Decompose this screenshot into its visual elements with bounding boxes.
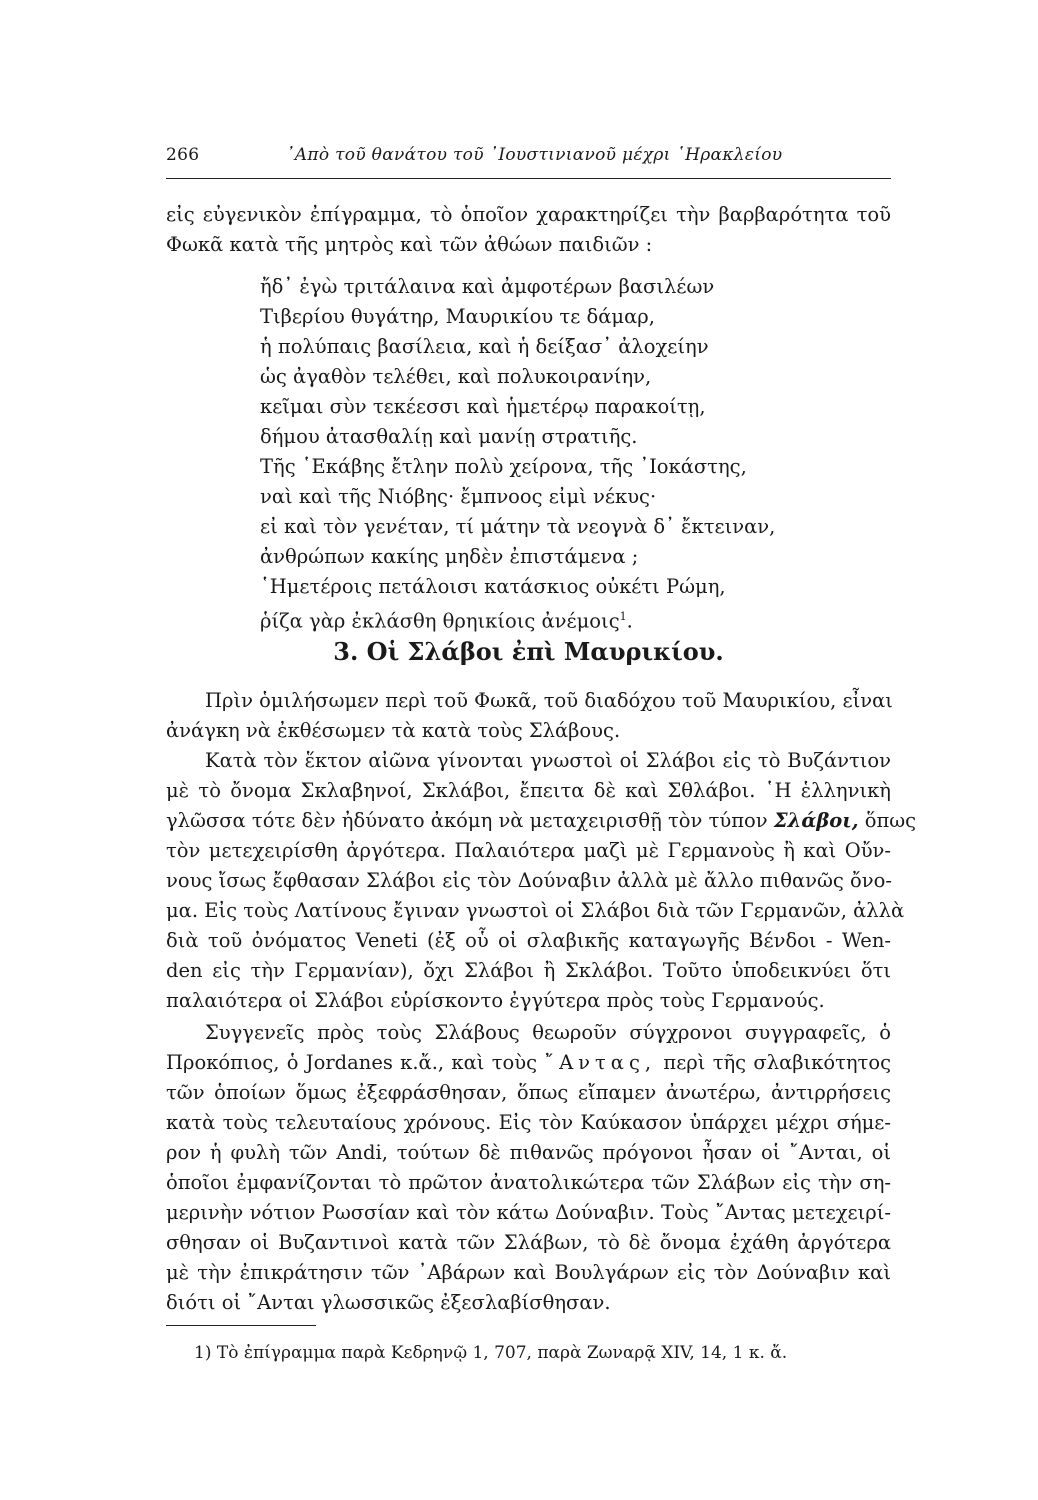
para2-text: γλῶσσα τότε δὲν ἠδύνατο ἀκόμη νὰ μεταχειρισθῇ τὸν τύπον — [166, 809, 768, 832]
header-rule — [166, 178, 891, 179]
para-line: τὸν μετεχειρίσθη ἀργότερα. Παλαιότερα μαζὶ μὲ Γερμανοὺς ἢ καὶ Οὔν- — [166, 839, 891, 862]
section-heading: 3. Οἱ Σλάβοι ἐπὶ Μαυρικίου. — [333, 637, 724, 666]
para-line — [205, 686, 891, 716]
footnote: 1) Τὸ ἐπίγραμμα παρὰ Κεδρηνῷ 1, 707, παρὰ Ζωναρᾷ XIV, 14, 1 κ. ἄ. — [194, 1343, 788, 1363]
poem-line: ῥίζα γὰρ ἐκλάσθη θρηικίοις ἀνέμοις — [260, 609, 620, 633]
poem-line-last: ῥίζα γὰρ ἐκλάσθη θρηικίοις ἀνέμοις$^1$. — [260, 609, 633, 633]
para-line: ρον ἡ φυλὴ τῶν Andi, τούτων δὲ πιθανῶς πρόγονοι ἦσαν οἱ ῎Ανται, οἱ — [166, 1141, 891, 1164]
poem-line: ὡς ἀγαθὸν τελέθει, καὶ πολυκοιρανίην, — [260, 365, 652, 388]
para-line — [205, 1018, 891, 1048]
para-line: νους ἴσως ἔφθασαν Σλάβοι εἰς τὸν Δούναβιν ἀλλὰ μὲ ἄλλο πιθανῶς ὄνο- — [166, 869, 892, 892]
poem-line: ἀνθρώπων κακίης μηδὲν ἐπιστάμενα ; — [260, 545, 639, 568]
poem-line: δήμου ἀτασθαλίῃ καὶ μανίῃ στρατιῆς. — [260, 425, 638, 448]
footnote-rule — [166, 1325, 316, 1326]
poem-line: κεῖμαι σὺν τεκέεσσι καὶ ἡμετέρῳ παρακοίτῃ, — [260, 395, 706, 418]
poem-line: ἡ πολύπαις βασίλεια, καὶ ἡ δείξασ᾽ ἀλοχείην — [260, 335, 709, 358]
para-line: μὲ τὴν ἐπικράτησιν τῶν ᾿Αβάρων καὶ Βουλγάρων εἰς τὸν Δούναβιν καὶ — [166, 1261, 891, 1284]
poem-line: Τῆς ῾Εκάβης ἔτλην πολὺ χείρονα, τῆς ᾿Ιοκάστης, — [260, 455, 747, 478]
poem-line: Τιβερίου θυγάτηρ, Μαυρικίου τε δάμαρ, — [260, 305, 655, 328]
para-line: ὁποῖοι ἐμφανίζονται τὸ πρῶτον ἀνατολικώτερα τῶν Σλάβων εἰς τὴν ση- — [166, 1171, 891, 1194]
running-header — [166, 145, 891, 171]
para3-text: περὶ τῆς σλαβικότητος — [663, 1051, 892, 1074]
para-line: ἀνάγκη νὰ ἐκθέσωμεν τὰ κατὰ τοὺς Σλάβους. — [166, 719, 621, 742]
footnote-marker: 1 — [619, 610, 627, 623]
para-line: μὲ τὸ ὄνομα Σκλαβηνοί, Σκλάβοι, ἔπειτα δὲ καὶ Σθλάβοι. ῾Η ἑλληνικὴ — [166, 779, 891, 802]
para-line: τῶν ὁποίων ὅμως ἐξεφράσθησαν, ὅπως εἴπαμεν ἀνωτέρω, ἀντιρρήσεις — [166, 1081, 891, 1104]
para-line: διὰ τοῦ ὀνόματος Veneti (ἐξ οὗ οἱ σλαβικῆς καταγωγῆς Βένδοι - Wen- — [166, 929, 891, 952]
para-line: κατὰ τοὺς τελευταίους χρόνους. Εἰς τὸν Καύκασον ὑπάρχει μέχρι σήμε- — [166, 1111, 891, 1134]
poem-line: ναὶ καὶ τῆς Νιόβης· ἔμπνοος εἰμὶ νέκυς· — [260, 485, 657, 508]
intro-line: Φωκᾶ κατὰ τῆς μητρὸς καὶ τῶν ἀθώων παιδιῶν : — [166, 233, 653, 256]
running-title: ᾿Απὸ τοῦ θανάτου τοῦ ᾿Ιουστινιανοῦ μέχρι ῾Ηρακλείου — [286, 145, 783, 165]
page-number: 266 — [166, 145, 200, 165]
slavoi-emphasis: Σλάβοι, — [773, 809, 859, 832]
para-line: μερινὴν νότιον Ρωσσίαν καὶ τὸν κάτω Δούναβιν. Τοὺς ῎Αντας μετεχειρί- — [166, 1201, 891, 1224]
poem-line: ῾Ημετέροις πετάλοισι κατάσκιος οὐκέτι Ρώμη, — [260, 575, 726, 598]
para-line — [166, 806, 917, 836]
para2-line1: Κατὰ τὸν ἕκτον αἰῶνα γίνονται γνωστοὶ οἱ Σλάβοι εἰς τὸ Βυζάντιον — [205, 749, 891, 772]
para-line — [166, 1048, 891, 1078]
para-line: σθησαν οἱ Βυζαντινοὶ κατὰ τῶν Σλάβων, τὸ δὲ ὄνομα ἐχάθη ἀργότερα — [166, 1231, 891, 1254]
poem-line: ἤδ᾽ ἐγὼ τριτάλαινα καὶ ἀμφοτέρων βασιλέων — [260, 275, 715, 298]
intro-line: εἰς εὐγενικὸν ἐπίγραμμα, τὸ ὁποῖον χαρακτηρίζει τὴν βαρβαρότητα τοῦ — [166, 203, 891, 226]
para1-line1: Πρὶν ὁμιλήσωμεν περὶ τοῦ Φωκᾶ, τοῦ διαδόχου τοῦ Μαυρικίου, εἶναι — [205, 689, 893, 712]
antas-spaced: ῎Αντας, — [544, 1051, 657, 1074]
para-line: διότι οἱ ῎Ανται γλωσσικῶς ἐξεσλαβίσθησαν. — [166, 1291, 611, 1314]
para-line — [205, 746, 891, 776]
para-line: μα. Εἰς τοὺς Λατίνους ἔγιναν γνωστοὶ οἱ Σλάβοι διὰ τῶν Γερμανῶν, ἀλλὰ — [166, 899, 905, 922]
para3-line1: Συγγενεῖς πρὸς τοὺς Σλάβους θεωροῦν σύγχρονοι συγγραφεῖς, ὁ — [205, 1021, 891, 1044]
para2-text: ὅπως — [864, 809, 917, 832]
poem-line: εἰ καὶ τὸν γενέταν, τί μάτην τὰ νεογνὰ δ᾽ ἔκτειναν, — [260, 515, 776, 538]
para3-text: Προκόπιος, ὁ Jordanes κ.ἄ., καὶ τοὺς — [166, 1051, 538, 1074]
para-line: den εἰς τὴν Γερμανίαν), ὄχι Σλάβοι ἢ Σκλάβοι. Τοῦτο ὑποδεικνύει ὅτι — [166, 959, 891, 982]
para-line: παλαιότερα οἱ Σλάβοι εὑρίσκοντο ἐγγύτερα πρὸς τοὺς Γερμανούς. — [166, 989, 825, 1012]
